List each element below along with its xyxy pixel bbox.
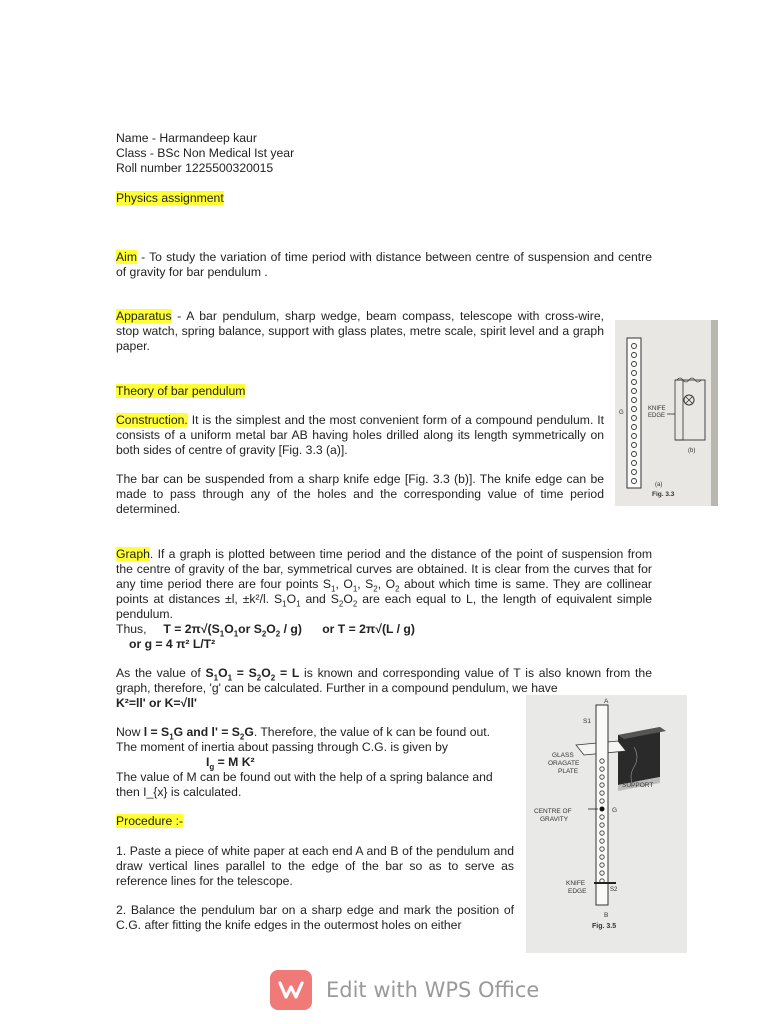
construction-paragraph: Construction. It is the simplest and the most convenient form of a compound pendulum. It consists of a uniform metal bar AB having holes drilled along its length symmetrically on both sides of centre of gravity [Fig. 3.3 (a)]. bbox=[116, 413, 604, 457]
wps-watermark-text: Edit with WPS Office bbox=[326, 977, 540, 1002]
formula-t: $T = 2\pi√(S_1O_1or$ $S_2O_2 / g$) bbox=[163, 622, 302, 639]
fig33-knife-label: KNIFE bbox=[648, 406, 666, 412]
aim-label: Aim bbox=[116, 250, 137, 264]
fig35-s2-label: S2 bbox=[610, 887, 618, 893]
svg-text:GRAVITY: GRAVITY bbox=[540, 816, 569, 823]
suspension-paragraph: The bar can be suspended from a sharp knife edge [Fig. 3.3 (b)]. The knife edge can be made to pass through any of the holes and the corresponding value of time period determined. bbox=[116, 472, 604, 516]
wps-logo-icon bbox=[270, 970, 312, 1010]
fig35-knife-label: KNIFE bbox=[566, 880, 586, 887]
fig35-g-label: G bbox=[612, 807, 618, 814]
svg-text:EDGE: EDGE bbox=[648, 413, 666, 419]
fig35-s1-label: S1 bbox=[583, 718, 591, 725]
student-class: Class - BSc Non Medical Ist year bbox=[116, 146, 295, 160]
wps-watermark[interactable] bbox=[270, 970, 539, 1010]
value-paragraph: As the value of $S_1O_1 = S_2O_2 = L$ is known and corresponding value of T is also known from the graph, therefore, 'g' can be calculated. Further in a compound pendulum, we have K²=ll' or K=√ll' bbox=[116, 666, 652, 710]
formula-t-l: or T = 2π√(L / g) bbox=[322, 622, 415, 636]
construction-label: Construction. bbox=[116, 413, 188, 427]
fig35-caption: Fig. 3.5 bbox=[592, 923, 617, 930]
fig35-cog-label: CENTRE OF bbox=[534, 808, 572, 815]
thus-formulas: Thus, $T = 2\pi√(S_1O_1or$ $S_2O_2 / g$) or T = 2π√(L / g) or g = 4 π² L/T² bbox=[116, 622, 652, 652]
compound-pendulum-figure bbox=[526, 695, 687, 953]
roll-number: Roll number 1225500320015 bbox=[116, 161, 274, 175]
assignment-title: Physics assignment bbox=[116, 191, 224, 205]
fig33-b-label: (b) bbox=[688, 448, 696, 454]
procedure-step-2: 2. Balance the pendulum bar on a sharp edge and mark the position of C.G. after fitting the knife edges in the outermost holes on either bbox=[116, 903, 514, 932]
fig35-support-label: SUPPORT bbox=[622, 782, 654, 789]
graph-paragraph: Graph. If a graph is plotted between time period and the distance of the point of suspension from the centre of gravity of the bar, symmetrical curves are obtained. It is clear from the curves that for any time period there are four points $S_1$, $O_1$, $S_2$, $O_2$ about which time is same. They are collinear points at distances ±l, ±k²/l. $S_1O_1$ and $S_2O_2$ are each equal to L, the length of equivalent simple pendulum. bbox=[116, 547, 652, 621]
theory-heading: Theory of bar pendulum bbox=[116, 384, 246, 398]
svg-text:PLATE: PLATE bbox=[558, 768, 579, 775]
figure-3-3 bbox=[615, 320, 718, 506]
fig33-a-label: (a) bbox=[655, 482, 663, 488]
formula-k: K²=ll' or K=√ll' bbox=[116, 696, 197, 710]
now-paragraph: Now $l = S_1G$ and $l' = S_2G$. Therefore, the value of k can be found out. The moment of inertia about passing through C.G. is given by $I_g = M$ K² The value of M can be found out with the help of a spring balance and then I_{x} is calculated. bbox=[116, 725, 516, 800]
svg-text:EDGE: EDGE bbox=[568, 888, 587, 895]
figure-3-5 bbox=[526, 695, 687, 953]
bar-pendulum-figure bbox=[615, 320, 718, 506]
formula-ig: $I_g = M$ K² bbox=[206, 755, 255, 772]
graph-label: Graph bbox=[116, 547, 150, 561]
student-info bbox=[116, 131, 294, 176]
fig35-a-label: A bbox=[604, 698, 609, 705]
fig33-g-label: G bbox=[619, 410, 624, 416]
aim-paragraph: Aim - To study the variation of time period with distance between centre of suspension and centre of gravity for bar pendulum . bbox=[116, 250, 652, 279]
apparatus-label: Apparatus bbox=[116, 309, 172, 323]
fig35-glass-label: GLASS bbox=[552, 752, 574, 759]
procedure-heading: Procedure :- bbox=[116, 814, 184, 828]
student-name: Name - Harmandeep kaur bbox=[116, 131, 257, 145]
fig35-b-label: B bbox=[604, 912, 609, 919]
procedure-step-1: 1. Paste a piece of white paper at each end A and B of the pendulum and draw vertical lines parallel to the edge of the bar so as to serve as reference lines for the telescope. bbox=[116, 844, 514, 888]
apparatus-paragraph: Apparatus - A bar pendulum, sharp wedge, beam compass, telescope with cross-wire, stop watch, spring balance, support with glass plates, metre scale, spirit level and a graph paper. bbox=[116, 309, 604, 353]
svg-text:ORAGATE: ORAGATE bbox=[548, 760, 580, 767]
fig33-caption: Fig. 3.3 bbox=[652, 491, 675, 498]
formula-g: or g = 4 π² L/T² bbox=[129, 637, 216, 651]
centre-of-gravity-marker bbox=[600, 807, 605, 812]
